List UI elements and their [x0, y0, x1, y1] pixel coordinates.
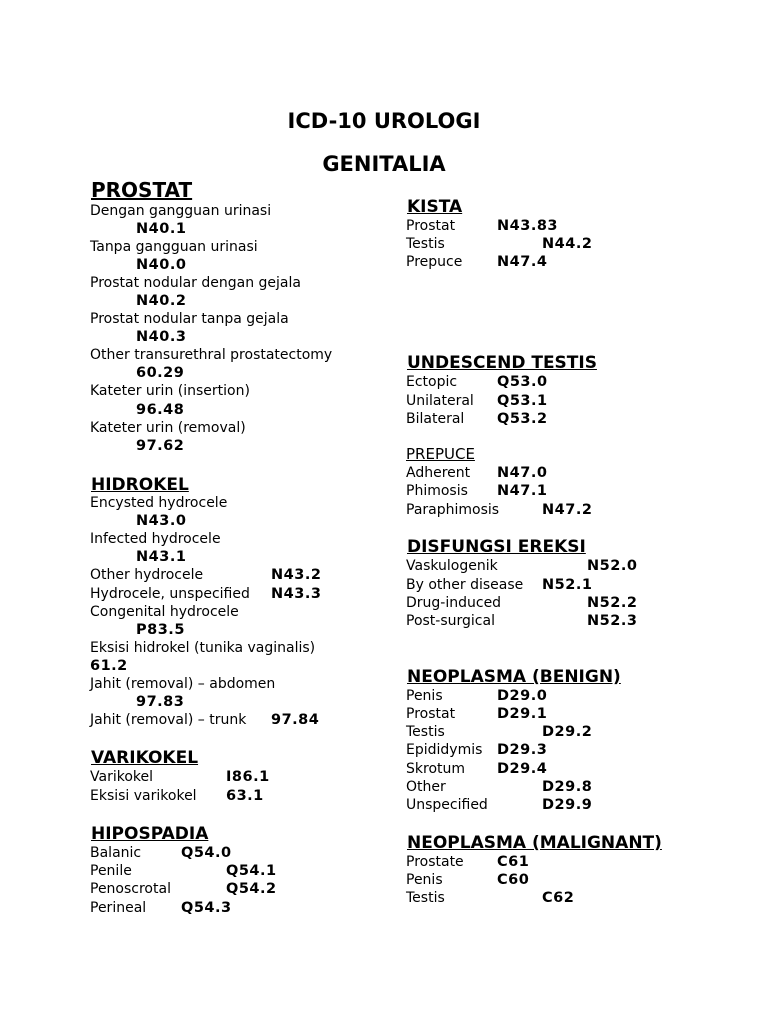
item-label: Balanic: [90, 845, 142, 861]
item-label: Kateter urin (removal): [90, 420, 246, 436]
item-label: Penis: [406, 872, 443, 888]
item-code: Q54.3: [181, 900, 232, 916]
item-label: Encysted hydrocele: [90, 495, 228, 511]
item-label: Other: [406, 779, 446, 795]
item-code: 96.48: [136, 402, 185, 418]
item-code: D29.8: [542, 779, 593, 795]
item-code: D29.0: [497, 688, 548, 704]
heading-neoplasma-benign: NEOPLASMA (BENIGN): [407, 667, 621, 687]
item-label: Penis: [406, 688, 443, 704]
heading-undescend-testis: UNDESCEND TESTIS: [407, 353, 597, 373]
item-label: Drug-induced: [406, 595, 502, 611]
item-label: By other disease: [406, 577, 524, 593]
item-label: Perineal: [90, 900, 147, 916]
heading-prepuce: PREPUCE: [406, 445, 475, 463]
item-code: Q53.2: [497, 411, 548, 427]
heading-hidrokel: HIDROKEL: [91, 475, 189, 495]
item-label: Eksisi hidrokel (tunika vaginalis): [90, 640, 316, 656]
item-code: N43.3: [271, 586, 322, 602]
item-code: N47.4: [497, 254, 548, 270]
item-label: Prostat: [406, 218, 456, 234]
heading-disfungsi-ereksi: DISFUNGSI EREKSI: [407, 537, 586, 557]
item-label: Dengan gangguan urinasi: [90, 203, 272, 219]
heading-hipospadia: HIPOSPADIA: [91, 824, 209, 844]
item-label: Other transurethral prostatectomy: [90, 347, 333, 363]
item-code: Q53.0: [497, 374, 548, 390]
item-label: Testis: [406, 724, 445, 740]
item-code: Q54.0: [181, 845, 232, 861]
item-code: D29.2: [542, 724, 593, 740]
item-label: Unilateral: [406, 393, 474, 409]
item-code: N52.2: [587, 595, 638, 611]
item-code: I86.1: [226, 769, 270, 785]
item-code: N44.2: [542, 236, 593, 252]
item-label: Infected hydrocele: [90, 531, 221, 547]
item-code: D29.4: [497, 761, 548, 777]
item-code: C60: [497, 872, 530, 888]
item-label: Vaskulogenik: [406, 558, 498, 574]
item-label: Epididymis: [406, 742, 483, 758]
item-code: N43.83: [497, 218, 558, 234]
item-code: D29.3: [497, 742, 548, 758]
item-code: C61: [497, 854, 530, 870]
item-code: N40.1: [136, 221, 187, 237]
item-label: Prostat: [406, 706, 456, 722]
item-label: Eksisi varikokel: [90, 788, 197, 804]
page-title: ICD-10 UROLOGI: [287, 109, 481, 133]
item-label: Post-surgical: [406, 613, 495, 629]
item-label: Jahit (removal) – abdomen: [90, 676, 276, 692]
item-code: 60.29: [136, 365, 185, 381]
item-code: N40.3: [136, 329, 187, 345]
item-label: Hydrocele, unspecified: [90, 586, 250, 602]
item-code: C62: [542, 890, 575, 906]
item-code: N40.0: [136, 257, 187, 273]
item-code: 61.2: [90, 658, 128, 674]
item-label: Jahit (removal) – trunk: [90, 712, 247, 728]
item-label: Varikokel: [90, 769, 153, 785]
item-code: N40.2: [136, 293, 187, 309]
item-code: D29.9: [542, 797, 593, 813]
heading-kista: KISTA: [407, 197, 463, 217]
heading-prostat: PROSTAT: [91, 178, 193, 202]
item-label: Phimosis: [406, 483, 468, 499]
item-label: Testis: [406, 890, 445, 906]
item-label: Unspecified: [406, 797, 488, 813]
item-code: N43.0: [136, 513, 187, 529]
item-code: Q53.1: [497, 393, 548, 409]
item-label: Prostat nodular dengan gejala: [90, 275, 301, 291]
item-label: Ectopic: [406, 374, 458, 390]
item-code: N52.3: [587, 613, 638, 629]
item-code: N47.2: [542, 502, 593, 518]
item-label: Penile: [90, 863, 132, 879]
heading-varikokel: VARIKOKEL: [91, 748, 199, 768]
item-code: N47.0: [497, 465, 548, 481]
item-code: N43.2: [271, 567, 322, 583]
heading-neoplasma-malignant: NEOPLASMA (MALIGNANT): [407, 833, 662, 853]
item-code: Q54.1: [226, 863, 277, 879]
item-label: Prostat nodular tanpa gejala: [90, 311, 289, 327]
item-label: Paraphimosis: [406, 502, 500, 518]
item-label: Adherent: [406, 465, 471, 481]
item-label: Kateter urin (insertion): [90, 383, 250, 399]
item-code: 97.62: [136, 438, 185, 454]
item-code: N52.0: [587, 558, 638, 574]
item-code: 97.83: [136, 694, 185, 710]
item-label: Bilateral: [406, 411, 465, 427]
page-subtitle: GENITALIA: [322, 152, 446, 176]
item-label: Congenital hydrocele: [90, 604, 239, 620]
item-label: Prostate: [406, 854, 464, 870]
item-code: D29.1: [497, 706, 548, 722]
item-code: P83.5: [136, 622, 185, 638]
item-code: N43.1: [136, 549, 187, 565]
item-code: Q54.2: [226, 881, 277, 897]
item-label: Prepuce: [406, 254, 463, 270]
item-code: 97.84: [271, 712, 320, 728]
item-code: 63.1: [226, 788, 264, 804]
item-code: N52.1: [542, 577, 593, 593]
item-label: Tanpa gangguan urinasi: [90, 239, 258, 255]
item-label: Other hydrocele: [90, 567, 204, 583]
item-label: Skrotum: [406, 761, 466, 777]
item-label: Penoscrotal: [90, 881, 171, 897]
item-label: Testis: [406, 236, 445, 252]
item-code: N47.1: [497, 483, 548, 499]
